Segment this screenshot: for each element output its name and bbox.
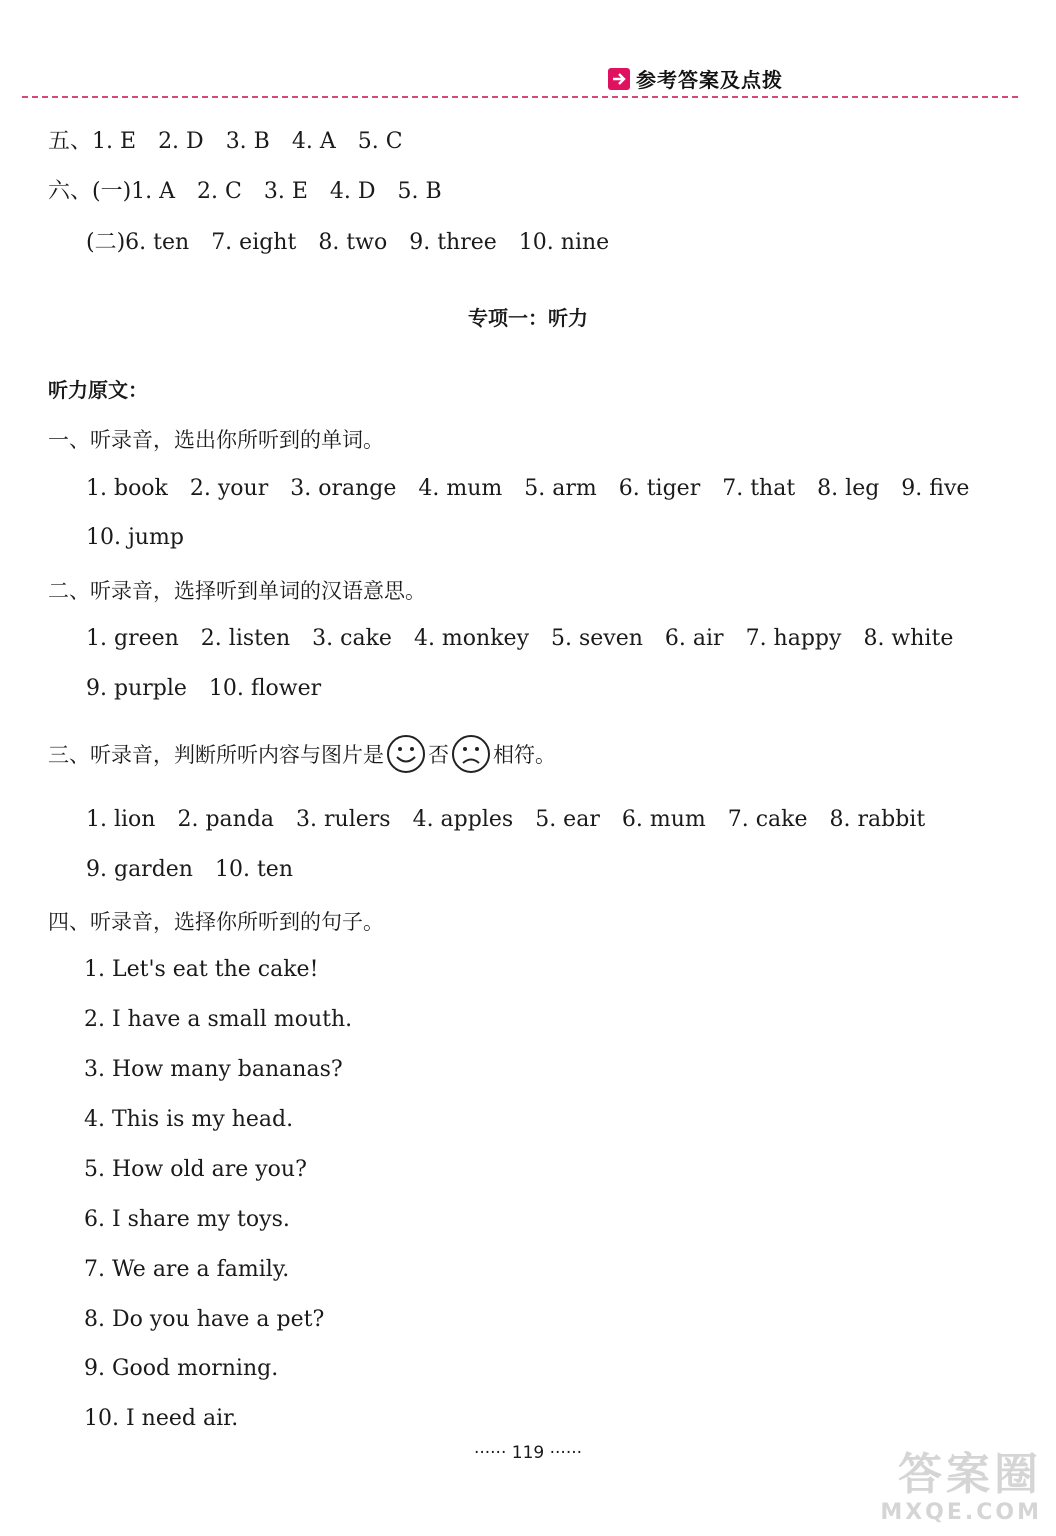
word-item: 5. arm (524, 476, 597, 501)
word-item: 2. panda (177, 807, 275, 832)
sentence-item: 10. I need air. (84, 1406, 239, 1431)
word-item: 4. monkey (413, 626, 529, 651)
right-arrow-icon (608, 68, 630, 90)
sentence-item: 6. I share my toys. (84, 1207, 290, 1232)
word-item: 9. purple (86, 676, 187, 701)
answer-prefix: (二) (86, 230, 126, 255)
word-item: 3. cake (312, 626, 392, 651)
answer-item: 9. three (409, 230, 497, 255)
word-item: 5. ear (535, 807, 600, 832)
answer-item: 3. E (263, 179, 308, 204)
question-3-row-2 (86, 857, 293, 882)
sentence-item: 8. Do you have a pet? (84, 1307, 325, 1332)
answer-six-1 (48, 174, 442, 205)
word-item: 1. lion (86, 807, 156, 832)
answer-six-2 (86, 225, 609, 256)
question-3-title-text: 否 (428, 743, 449, 767)
transcript-heading: 听力原文： (48, 378, 148, 402)
question-3-title-text: 三、听录音，判断所听内容与图片是 (48, 743, 384, 767)
word-item: 1. book (86, 476, 168, 501)
word-item: 3. rulers (296, 807, 391, 832)
smile-face-icon (386, 734, 426, 774)
answer-item: 2. D (158, 129, 204, 154)
word-item: 2. your (189, 476, 269, 501)
word-item: 7. cake (727, 807, 808, 832)
word-item: 10. jump (86, 525, 184, 550)
question-3-title (48, 734, 556, 774)
sentence-item: 7. We are a family. (84, 1257, 290, 1282)
word-item: 3. orange (290, 476, 397, 501)
header-title: 参考答案及点拨 (636, 68, 783, 92)
answer-prefix: 五、 (48, 129, 93, 154)
header-divider (22, 96, 1018, 98)
word-item: 1. green (86, 626, 179, 651)
word-item: 7. happy (745, 626, 842, 651)
watermark-line-2: MXQE.COM (880, 1500, 1042, 1525)
answer-item: 1. E (92, 129, 137, 154)
question-2-title: 二、听录音，选择听到单词的汉语意思。 (48, 579, 426, 603)
word-item: 8. rabbit (829, 807, 926, 832)
answer-item: 10. nine (518, 230, 610, 255)
answer-item: 4. D (329, 179, 376, 204)
answer-item: 5. C (357, 129, 403, 154)
word-item: 10. flower (208, 676, 322, 701)
word-item: 9. five (901, 476, 970, 501)
sad-face-icon (451, 734, 491, 774)
word-item: 4. mum (418, 476, 503, 501)
question-1-title: 一、听录音，选出你所听到的单词。 (48, 428, 384, 452)
sentence-item: 5. How old are you? (84, 1157, 307, 1182)
answer-item: 1. A (131, 179, 176, 204)
word-item: 10. ten (214, 857, 293, 882)
header-tag (608, 64, 783, 93)
answer-item: 3. B (225, 129, 270, 154)
sentence-item: 9. Good morning. (84, 1356, 279, 1381)
answer-item: 8. two (318, 230, 388, 255)
sentence-item: 2. I have a small mouth. (84, 1007, 353, 1032)
word-item: 8. leg (817, 476, 880, 501)
word-item: 6. tiger (618, 476, 701, 501)
question-4-title: 四、听录音，选择你所听到的句子。 (48, 910, 384, 934)
sentence-item: 1. Let's eat the cake! (84, 957, 319, 982)
question-3-row-1 (86, 807, 925, 832)
page-number: ······ 119 ······ (473, 1443, 583, 1463)
watermark (852, 1450, 1042, 1530)
answer-item: 6. ten (125, 230, 190, 255)
watermark-line-1: 答案圈 (898, 1449, 1042, 1500)
word-item: 5. seven (551, 626, 643, 651)
question-2-row-1 (86, 626, 953, 651)
word-item: 9. garden (86, 857, 193, 882)
word-item: 6. mum (621, 807, 706, 832)
sentence-item: 3. How many bananas? (84, 1057, 343, 1082)
word-item: 8. white (863, 626, 954, 651)
word-item: 2. listen (200, 626, 291, 651)
answer-item: 4. A (291, 129, 336, 154)
answer-item: 5. B (397, 179, 442, 204)
question-1-row-1 (86, 476, 969, 501)
answer-prefix: 六、(一) (48, 179, 132, 204)
word-item: 7. that (722, 476, 796, 501)
answer-item: 7. eight (211, 230, 297, 255)
sentence-item: 4. This is my head. (84, 1107, 294, 1132)
question-3-title-text: 相符。 (493, 743, 556, 767)
word-item: 6. air (664, 626, 724, 651)
word-item: 4. apples (412, 807, 514, 832)
question-1-row-2 (86, 525, 184, 550)
answer-item: 2. C (197, 179, 242, 204)
question-2-row-2 (86, 676, 321, 701)
section-title: 专项一：听力 (468, 306, 588, 330)
page-header (0, 58, 1056, 98)
answer-five (48, 124, 403, 155)
